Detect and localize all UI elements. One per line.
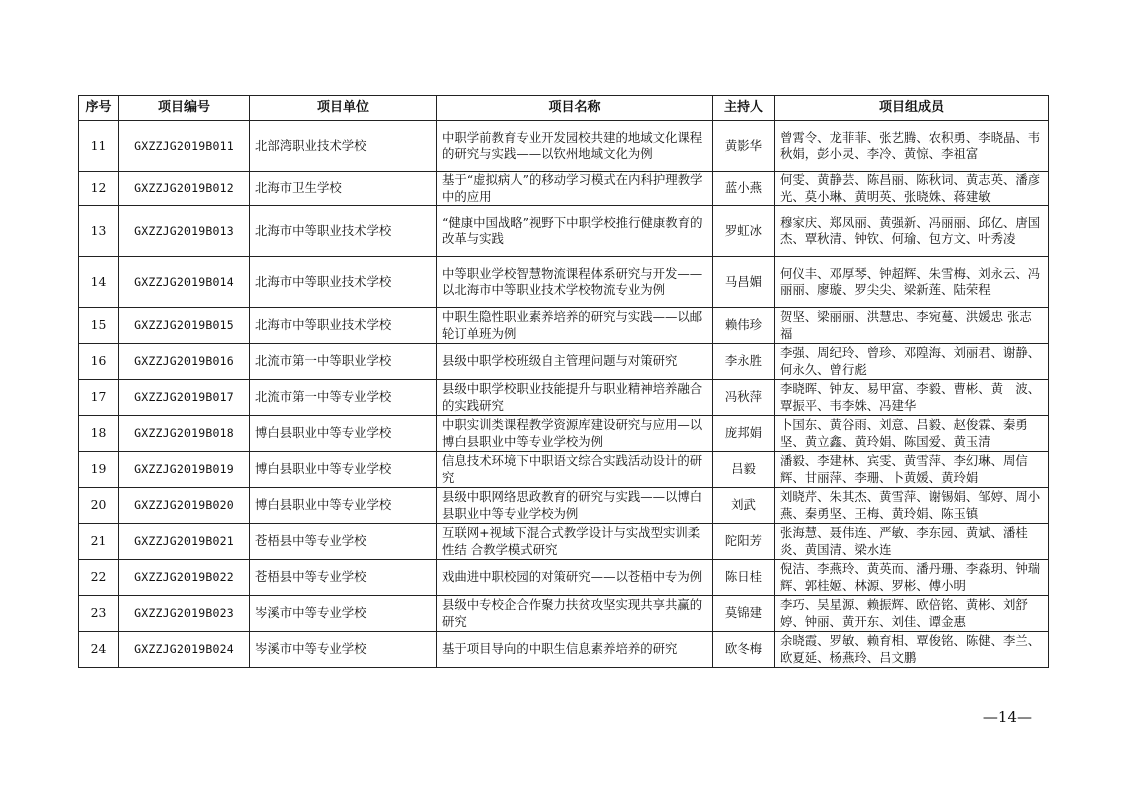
table-row <box>79 452 1049 488</box>
cell-host: 陈日桂 <box>713 560 775 596</box>
page-number: —14— <box>982 708 1032 726</box>
header-members: 项目组成员 <box>775 96 1049 121</box>
cell-name: 县级中专校企合作聚力扶贫攻坚实现共享共赢的研究 <box>437 596 713 632</box>
cell-no: 17 <box>79 380 119 416</box>
cell-members: 穆家庆、郑凤丽、黄强新、冯丽丽、邱亿、唐国杰、覃秋清、钟钦、何瑜、包方文、叶秀凌 <box>775 206 1049 257</box>
cell-no: 20 <box>79 488 119 524</box>
cell-no: 15 <box>79 308 119 344</box>
cell-code: GXZZJG2019B013 <box>119 206 250 257</box>
header-unit: 项目单位 <box>250 96 437 121</box>
cell-name: 县级中职学校班级自主管理问题与对策研究 <box>437 344 713 380</box>
cell-host: 蓝小燕 <box>713 172 775 206</box>
cell-host: 吕毅 <box>713 452 775 488</box>
cell-members: 刘晓芹、朱其杰、黄雪萍、谢锡娟、邹婷、周小燕、秦勇坚、王梅、黄玲娟、陈玉镇 <box>775 488 1049 524</box>
cell-no: 19 <box>79 452 119 488</box>
cell-host: 欧冬梅 <box>713 632 775 668</box>
cell-code: GXZZJG2019B022 <box>119 560 250 596</box>
cell-host: 陀阳芳 <box>713 524 775 560</box>
cell-unit: 博白县职业中等专业学校 <box>250 452 437 488</box>
cell-members: 曾霄令、龙菲菲、张艺腾、农积勇、李晓晶、韦秋娟，彭小灵、李冷、黄惊、李祖富 <box>775 121 1049 172</box>
cell-no: 11 <box>79 121 119 172</box>
table-row <box>79 560 1049 596</box>
table-row <box>79 524 1049 560</box>
cell-host: 李永胜 <box>713 344 775 380</box>
cell-no: 22 <box>79 560 119 596</box>
cell-no: 13 <box>79 206 119 257</box>
cell-members: 贺坚、梁丽丽、洪慧忠、李宛蔓、洪媛忠 张志福 <box>775 308 1049 344</box>
cell-host: 庞邦娟 <box>713 416 775 452</box>
cell-members: 张海慧、聂伟连、严敏、李东园、黄斌、潘桂炎、黄国清、梁水连 <box>775 524 1049 560</box>
cell-unit: 北流市第一中等职业学校 <box>250 344 437 380</box>
cell-name: 中等职业学校智慧物流课程体系研究与开发——以北海市中等职业技术学校物流专业为例 <box>437 257 713 308</box>
cell-code: GXZZJG2019B011 <box>119 121 250 172</box>
cell-host: 莫锦建 <box>713 596 775 632</box>
cell-host: 赖伟珍 <box>713 308 775 344</box>
cell-unit: 岑溪市中等专业学校 <box>250 632 437 668</box>
cell-unit: 苍梧县中等专业学校 <box>250 524 437 560</box>
cell-host: 黄影华 <box>713 121 775 172</box>
table-row <box>79 596 1049 632</box>
cell-no: 12 <box>79 172 119 206</box>
cell-code: GXZZJG2019B018 <box>119 416 250 452</box>
cell-name: 中职学前教育专业开发园校共建的地域文化课程的研究与实践——以钦州地域文化为例 <box>437 121 713 172</box>
cell-unit: 博白县职业中等专业学校 <box>250 416 437 452</box>
table-row <box>79 488 1049 524</box>
cell-no: 21 <box>79 524 119 560</box>
cell-code: GXZZJG2019B016 <box>119 344 250 380</box>
cell-unit: 北流市第一中等专业学校 <box>250 380 437 416</box>
cell-members: 何仪丰、邓厚琴、钟超辉、朱雪梅、刘永云、冯丽丽、廖璇、罗尖尖、梁新莲、陆荣程 <box>775 257 1049 308</box>
cell-code: GXZZJG2019B020 <box>119 488 250 524</box>
cell-members: 李强、周纪玲、曾珍、邓隍海、刘丽君、谢静、何永久、曾行彪 <box>775 344 1049 380</box>
cell-members: 卜国东、黄谷雨、刘意、吕毅、赵俊霖、秦勇坚、黄立鑫、黄玲娟、陈国爱、黄玉清 <box>775 416 1049 452</box>
table-row <box>79 344 1049 380</box>
header-name: 项目名称 <box>437 96 713 121</box>
cell-code: GXZZJG2019B021 <box>119 524 250 560</box>
cell-code: GXZZJG2019B023 <box>119 596 250 632</box>
cell-code: GXZZJG2019B019 <box>119 452 250 488</box>
cell-unit: 岑溪市中等专业学校 <box>250 596 437 632</box>
header-code: 项目编号 <box>119 96 250 121</box>
cell-members: 余晓霞、罗敏、赖育相、覃俊铭、陈健、李兰、欧夏延、杨燕玲、吕文鹏 <box>775 632 1049 668</box>
table-row <box>79 308 1049 344</box>
table-row <box>79 416 1049 452</box>
cell-no: 18 <box>79 416 119 452</box>
cell-name: 互联网+视域下混合式教学设计与实战型实训柔性结 合教学模式研究 <box>437 524 713 560</box>
cell-members: 李巧、吴星源、赖振辉、欧倍铭、黄彬、刘舒婷、钟丽、黄开东、刘佳、谭金惠 <box>775 596 1049 632</box>
cell-unit: 苍梧县中等专业学校 <box>250 560 437 596</box>
cell-code: GXZZJG2019B015 <box>119 308 250 344</box>
table-row <box>79 121 1049 172</box>
cell-name: 基于项目导向的中职生信息素养培养的研究 <box>437 632 713 668</box>
cell-unit: 博白县职业中等专业学校 <box>250 488 437 524</box>
cell-name: 县级中职网络思政教育的研究与实践——以博白县职业中等专业学校为例 <box>437 488 713 524</box>
cell-name: 中职实训类课程教学资源库建设研究与应用—以博白县职业中等专业学校为例 <box>437 416 713 452</box>
header-no: 序号 <box>79 96 119 121</box>
cell-code: GXZZJG2019B017 <box>119 380 250 416</box>
cell-host: 马昌媚 <box>713 257 775 308</box>
cell-no: 14 <box>79 257 119 308</box>
project-table-sheet <box>78 95 1048 668</box>
table-row <box>79 632 1049 668</box>
header-host: 主持人 <box>713 96 775 121</box>
cell-members: 潘毅、李建林、宾雯、黄雪萍、李幻琳、周信辉、甘丽萍、李珊、卜黄媛、黄玲娟 <box>775 452 1049 488</box>
table-row <box>79 257 1049 308</box>
table-row <box>79 380 1049 416</box>
cell-unit: 北海市中等职业技术学校 <box>250 257 437 308</box>
cell-name: “健康中国战略”视野下中职学校推行健康教育的改革与实践 <box>437 206 713 257</box>
cell-unit: 北海市卫生学校 <box>250 172 437 206</box>
cell-name: 信息技术环境下中职语文综合实践活动设计的研究 <box>437 452 713 488</box>
cell-no: 24 <box>79 632 119 668</box>
cell-members: 何雯、黄静芸、陈昌丽、陈秋词、黄志英、潘彦光、莫小琳、黄明英、张晓姝、蒋建敏 <box>775 172 1049 206</box>
cell-host: 冯秋萍 <box>713 380 775 416</box>
cell-unit: 北部湾职业技术学校 <box>250 121 437 172</box>
table-row <box>79 172 1049 206</box>
table-row <box>79 206 1049 257</box>
cell-members: 倪洁、李燕玲、黄英而、潘丹珊、李淼玥、钟瑞辉、郭桂姬、林源、罗彬、傅小明 <box>775 560 1049 596</box>
table-header-row <box>79 96 1049 121</box>
cell-host: 刘武 <box>713 488 775 524</box>
cell-unit: 北海市中等职业技术学校 <box>250 308 437 344</box>
cell-name: 戏曲进中职校园的对策研究——以苍梧中专为例 <box>437 560 713 596</box>
cell-members: 李晓晖、钟友、易甲富、李毅、曹彬、黄 波、覃振平、韦李姝、冯建华 <box>775 380 1049 416</box>
cell-host: 罗虹冰 <box>713 206 775 257</box>
cell-code: GXZZJG2019B024 <box>119 632 250 668</box>
cell-no: 16 <box>79 344 119 380</box>
cell-no: 23 <box>79 596 119 632</box>
cell-code: GXZZJG2019B012 <box>119 172 250 206</box>
cell-name: 中职生隐性职业素养培养的研究与实践——以邮轮订单班为例 <box>437 308 713 344</box>
cell-unit: 北海市中等职业技术学校 <box>250 206 437 257</box>
project-table <box>78 95 1049 668</box>
cell-name: 基于“虚拟病人”的移动学习模式在内科护理教学中的应用 <box>437 172 713 206</box>
cell-name: 县级中职学校职业技能提升与职业精神培养融合的实践研究 <box>437 380 713 416</box>
cell-code: GXZZJG2019B014 <box>119 257 250 308</box>
